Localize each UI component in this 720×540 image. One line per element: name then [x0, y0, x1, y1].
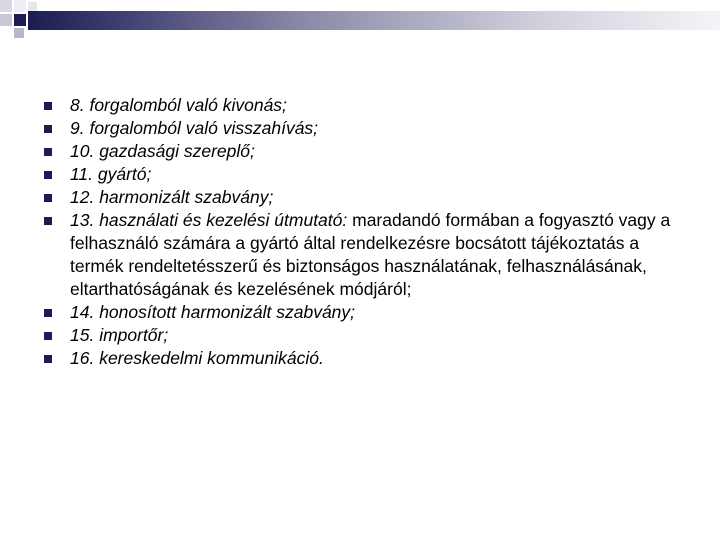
decor-square-icon: [28, 2, 37, 11]
list-item: [42, 94, 682, 117]
item-term: 12. harmonizált szabvány;: [70, 187, 274, 207]
square-bullet-icon: [44, 217, 52, 225]
decor-square-icon: [0, 0, 12, 12]
list-item: [42, 324, 682, 347]
item-term: 8. forgalomból való kivonás;: [70, 95, 287, 115]
item-term: 16. kereskedelmi kommunikáció.: [70, 348, 324, 368]
definition-list: [42, 94, 682, 370]
decor-square-icon: [14, 14, 26, 26]
item-term: 9. forgalomból való visszahívás;: [70, 118, 319, 138]
decorative-header: [0, 0, 720, 50]
square-bullet-icon: [44, 148, 52, 156]
item-term: 11. gyártó;: [70, 164, 152, 184]
decor-square-icon: [14, 0, 26, 12]
decor-square-icon: [14, 28, 24, 38]
list-item: [42, 163, 682, 186]
item-term: 15. importőr;: [70, 325, 169, 345]
square-bullet-icon: [44, 194, 52, 202]
list-item: [42, 301, 682, 324]
header-gradient-bar: [28, 11, 720, 30]
list-item: [42, 347, 682, 370]
item-text: maradandó formában a fogyasztó vagy a felhasználó számára a gyártó által rendelkezésre bocsátott tájékoztatás a termék rendeltetésszerű és biztonságos használatának, felhasználásának, eltarthatóságának és kezelésének módjáról;: [70, 210, 671, 299]
list-item: [42, 186, 682, 209]
item-term: 10. gazdasági szereplő;: [70, 141, 255, 161]
list-item: [42, 140, 682, 163]
square-bullet-icon: [44, 171, 52, 179]
square-bullet-icon: [44, 125, 52, 133]
list-item: [42, 209, 682, 301]
square-bullet-icon: [44, 102, 52, 110]
item-term: 13. használati és kezelési útmutató:: [70, 210, 348, 230]
square-bullet-icon: [44, 309, 52, 317]
item-term: 14. honosított harmonizált szabvány;: [70, 302, 356, 322]
decor-square-icon: [0, 14, 12, 26]
square-bullet-icon: [44, 332, 52, 340]
square-bullet-icon: [44, 355, 52, 363]
list-item: [42, 117, 682, 140]
